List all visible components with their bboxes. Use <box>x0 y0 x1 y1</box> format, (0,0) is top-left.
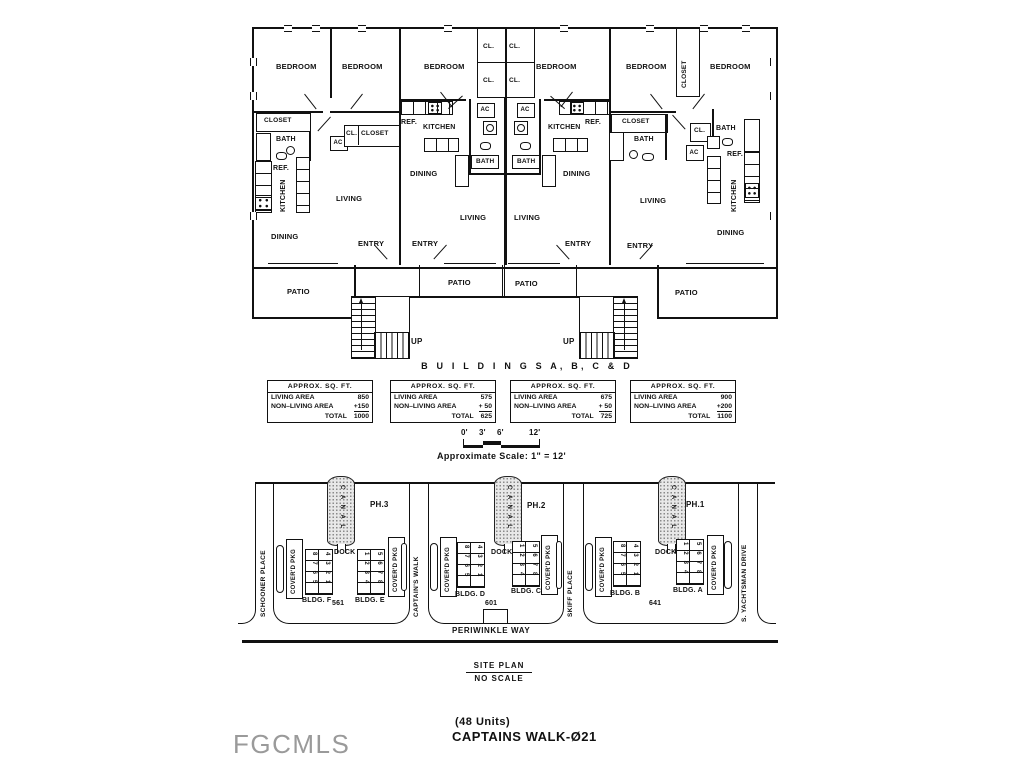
window <box>312 25 320 32</box>
toilet <box>517 124 525 132</box>
toilet <box>629 150 638 159</box>
street-label: CAPTAIN'S WALK <box>413 556 420 617</box>
patio-label: PATIO <box>675 288 698 297</box>
parking-island <box>724 541 732 589</box>
unit-numbers: 4321 <box>476 545 482 583</box>
stair-arrowhead <box>622 298 626 303</box>
parking-island <box>585 543 593 591</box>
nonliving-area-value: + 50 <box>478 402 492 410</box>
room-label: REF. <box>273 165 289 172</box>
nonliving-area-value: +150 <box>353 402 369 410</box>
covered-parking <box>286 539 303 599</box>
room-label: REF. <box>585 119 601 126</box>
building-unit-grid <box>457 542 485 588</box>
room-label: DINING <box>563 169 591 178</box>
canal <box>658 476 686 546</box>
covered-parking <box>440 537 457 597</box>
unit-numbers: 8765 <box>311 552 317 590</box>
toilet <box>286 146 295 155</box>
street-label: SKIFF PLACE <box>567 569 574 617</box>
road-edge-line <box>242 640 778 643</box>
covered-parking-label: COVER'D PKG <box>600 546 606 592</box>
parking-island <box>556 541 562 589</box>
address-label: 601 <box>485 600 498 607</box>
room-label: ENTRY <box>412 239 439 248</box>
ac-label: AC <box>520 107 530 113</box>
building-unit-grid <box>613 541 641 587</box>
room-label: LIVING <box>514 213 541 222</box>
covered-parking <box>707 535 724 595</box>
total-value: 1100 <box>717 412 732 420</box>
bathtub <box>455 155 469 187</box>
nonliving-area-value: + 50 <box>598 402 612 410</box>
room-label: CL. <box>694 127 706 134</box>
room-label: CL. <box>509 77 521 84</box>
phase-label: PH.1 <box>686 500 705 509</box>
nonliving-area-label: NON–LIVING AREA <box>634 402 697 410</box>
bathtub <box>609 132 624 161</box>
room-label: LIVING <box>336 194 363 203</box>
unit-numbers: 1234 <box>363 552 369 590</box>
room-label: BEDROOM <box>342 62 383 71</box>
stove-burners <box>428 102 442 114</box>
area-table <box>630 380 736 423</box>
dock-label: DOCK <box>655 549 677 556</box>
nonliving-area-value: +200 <box>716 402 732 410</box>
stair-arrow <box>624 302 625 350</box>
scale-bar-segment <box>483 441 501 445</box>
dock-label: DOCK <box>334 549 356 556</box>
project-name: CAPTAINS WALK-Ø21 <box>452 729 597 744</box>
scale-tick-label: 0' <box>461 428 468 437</box>
building-unit-grid <box>305 549 333 595</box>
sink <box>520 142 531 150</box>
stair-treads <box>351 296 376 359</box>
scale-bar-segment <box>463 445 483 449</box>
unit-numbers: 4321 <box>632 544 638 582</box>
ac-label: AC <box>333 140 343 146</box>
nonliving-area-label: NON–LIVING AREA <box>514 402 577 410</box>
room-label: KITCHEN <box>280 179 287 212</box>
room-label: BATH <box>276 136 296 143</box>
room-label: BATH <box>634 136 654 143</box>
bath-label-box <box>471 155 499 169</box>
total-label: TOTAL <box>688 412 711 420</box>
total-label: TOTAL <box>571 412 594 420</box>
canal <box>494 476 522 546</box>
window <box>646 25 654 32</box>
living-area-label: LIVING AREA <box>271 393 315 401</box>
ac-unit-box <box>517 103 535 118</box>
bathtub <box>542 155 556 187</box>
room-label: CL. <box>483 77 495 84</box>
stove-burners <box>255 195 272 211</box>
window <box>250 58 257 66</box>
building-label: BLDG. A <box>673 587 703 594</box>
covered-parking <box>595 537 612 597</box>
window <box>444 25 452 32</box>
ac-unit-box <box>686 145 704 161</box>
window <box>560 25 568 32</box>
room-label: CLOSET <box>361 130 389 137</box>
site-plan-subtitle: NO SCALE <box>474 674 524 683</box>
sink <box>642 153 654 161</box>
scale-tick-label: 12' <box>529 428 541 437</box>
wall <box>505 173 541 175</box>
street-curb <box>238 482 256 624</box>
total-value: 1000 <box>353 412 369 420</box>
scale-bar-segment <box>501 445 540 449</box>
room-label: BEDROOM <box>276 62 317 71</box>
toilet-box <box>707 136 720 149</box>
closet-divider <box>358 125 359 145</box>
room-label: DINING <box>410 169 438 178</box>
kitchen-counter <box>401 101 453 115</box>
street-label: PERIWINKLE WAY <box>452 626 531 635</box>
total-value: 725 <box>600 412 612 420</box>
room-label: CL. <box>483 43 495 50</box>
ac-unit-box <box>477 103 495 118</box>
street-curb <box>757 482 776 624</box>
building-unit-grid <box>357 549 385 595</box>
wall <box>610 111 676 113</box>
room-label: CL. <box>509 43 521 50</box>
window <box>742 25 750 32</box>
address-label: 641 <box>649 600 662 607</box>
patio-label: PATIO <box>448 278 471 287</box>
covered-parking-label: COVER'D PKG <box>291 548 297 594</box>
stair-treads <box>579 332 615 359</box>
room-label: LIVING <box>460 213 487 222</box>
room-label: ENTRY <box>358 239 385 248</box>
covered-parking-label: COVER'D PKG <box>393 546 399 592</box>
kitchen-counter <box>559 101 611 115</box>
unit-count: (48 Units) <box>455 716 511 728</box>
area-table <box>267 380 373 423</box>
unit-numbers: 5678 <box>531 544 537 582</box>
room-label: BEDROOM <box>710 62 751 71</box>
building-unit-grid <box>512 541 540 587</box>
street-label: SCHOONER PLACE <box>260 550 267 617</box>
bedroom-wall <box>330 28 332 98</box>
area-table-header: APPROX. SQ. FT. <box>391 381 495 393</box>
entrance-sign-box <box>483 609 508 624</box>
dock-label: DOCK <box>491 549 513 556</box>
room-label: REF. <box>401 119 417 126</box>
stair-treads <box>374 332 410 359</box>
covered-parking-label: COVER'D PKG <box>445 546 451 592</box>
up-label: UP <box>563 337 575 346</box>
parking-island <box>430 543 438 591</box>
covered-parking-label: COVER'D PKG <box>546 544 552 590</box>
unit-numbers: 1234 <box>682 542 688 580</box>
area-table-header: APPROX. SQ. FT. <box>268 381 372 393</box>
up-label: UP <box>411 337 423 346</box>
room-label: CL. <box>346 130 358 137</box>
area-table <box>390 380 496 423</box>
area-table-header: APPROX. SQ. FT. <box>631 381 735 393</box>
sink <box>480 142 491 150</box>
stove-burners <box>570 102 584 114</box>
window <box>770 58 777 66</box>
patio-label: PATIO <box>515 279 538 288</box>
room-label: ENTRY <box>565 239 592 248</box>
room-label: BEDROOM <box>536 62 577 71</box>
bath-label: BATH <box>476 157 495 165</box>
building-label: BLDG. E <box>355 597 385 604</box>
address-label: 561 <box>332 600 345 607</box>
living-area-value: 675 <box>600 393 612 401</box>
street-label: S. YACHTSMAN DRIVE <box>741 544 748 622</box>
living-area-label: LIVING AREA <box>394 393 438 401</box>
room-label: DINING <box>271 232 299 241</box>
area-table <box>510 380 616 423</box>
room-label: ENTRY <box>627 241 654 250</box>
stair-arrowhead <box>359 298 363 303</box>
room-label: BEDROOM <box>626 62 667 71</box>
room-label: KITCHEN <box>548 124 581 131</box>
living-area-label: LIVING AREA <box>514 393 558 401</box>
building-label: BLDG. C <box>511 588 542 595</box>
wall <box>665 114 667 160</box>
bath-label-box <box>512 155 540 169</box>
wall <box>469 173 506 175</box>
total-value: 625 <box>480 412 492 420</box>
room-label: BEDROOM <box>424 62 465 71</box>
phase-label: PH.2 <box>527 501 546 510</box>
stove-burners <box>745 183 759 198</box>
mls-watermark: FGCMLS <box>233 729 351 759</box>
kitchen-counter <box>553 138 588 152</box>
building-label: BLDG. D <box>455 591 486 598</box>
scale-caption: Approximate Scale: 1" = 12' <box>437 451 567 461</box>
room-label: KITCHEN <box>423 124 456 131</box>
stair-arrow <box>361 302 362 350</box>
window <box>250 92 257 100</box>
sink <box>276 152 287 160</box>
unit-numbers: 4321 <box>324 552 330 590</box>
covered-parking-label: COVER'D PKG <box>712 544 718 590</box>
canal <box>327 476 355 546</box>
building-label: BLDG. F <box>302 597 332 604</box>
nonliving-area-label: NON–LIVING AREA <box>394 402 457 410</box>
unit-numbers: 5678 <box>376 552 382 590</box>
area-table-header: APPROX. SQ. FT. <box>511 381 615 393</box>
window <box>250 212 257 220</box>
unit-numbers: 1234 <box>518 544 524 582</box>
room-label: CLOSET <box>681 60 688 88</box>
toilet <box>486 124 494 132</box>
bath-label: BATH <box>517 157 536 165</box>
parking-island <box>276 545 284 593</box>
patio-outline <box>502 265 577 297</box>
room-label: CLOSET <box>622 118 650 125</box>
kitchen-counter <box>707 156 721 204</box>
building-unit-grid <box>676 539 704 585</box>
living-area-value: 900 <box>720 393 732 401</box>
window <box>770 212 777 220</box>
scale-tick-label: 6' <box>497 428 504 437</box>
patio-label: PATIO <box>287 287 310 296</box>
unit-numbers: 5678 <box>695 542 701 580</box>
building-label: BLDG. B <box>610 590 641 597</box>
ac-label: AC <box>689 149 699 156</box>
window <box>358 25 366 32</box>
living-area-value: 575 <box>480 393 492 401</box>
window <box>700 25 708 32</box>
total-label: TOTAL <box>451 412 474 420</box>
room-label: KITCHEN <box>731 179 738 212</box>
living-area-label: LIVING AREA <box>634 393 678 401</box>
total-label: TOTAL <box>324 412 347 420</box>
window <box>770 92 777 100</box>
scale-tick-label: 3' <box>479 428 486 437</box>
parking-island <box>401 543 407 591</box>
bathtub <box>256 133 271 161</box>
room-label: BATH <box>716 125 736 132</box>
ac-label: AC <box>480 107 490 113</box>
room-label: DINING <box>717 228 745 237</box>
canal-label: CANAL <box>338 485 345 534</box>
wall <box>330 111 400 113</box>
canal-label: CANAL <box>505 485 512 534</box>
room-label: LIVING <box>640 196 667 205</box>
canal-label: CANAL <box>669 485 676 534</box>
nonliving-area-label: NON–LIVING AREA <box>271 402 334 410</box>
living-area-value: 850 <box>357 393 369 401</box>
room-label: CLOSET <box>264 117 292 124</box>
window <box>284 25 292 32</box>
sink <box>722 138 733 146</box>
buildings-title: B U I L D I N G S A, B, C & D <box>421 361 633 371</box>
stair-treads <box>613 296 638 359</box>
phase-label: PH.3 <box>370 500 389 509</box>
kitchen-counter <box>424 138 459 152</box>
unit-numbers: 8765 <box>463 545 469 583</box>
bathtub <box>744 119 760 152</box>
kitchen-counter <box>296 157 310 213</box>
room-label: REF. <box>727 151 743 158</box>
unit-numbers: 8765 <box>619 544 625 582</box>
site-plan-title: SITE PLAN <box>473 661 525 670</box>
